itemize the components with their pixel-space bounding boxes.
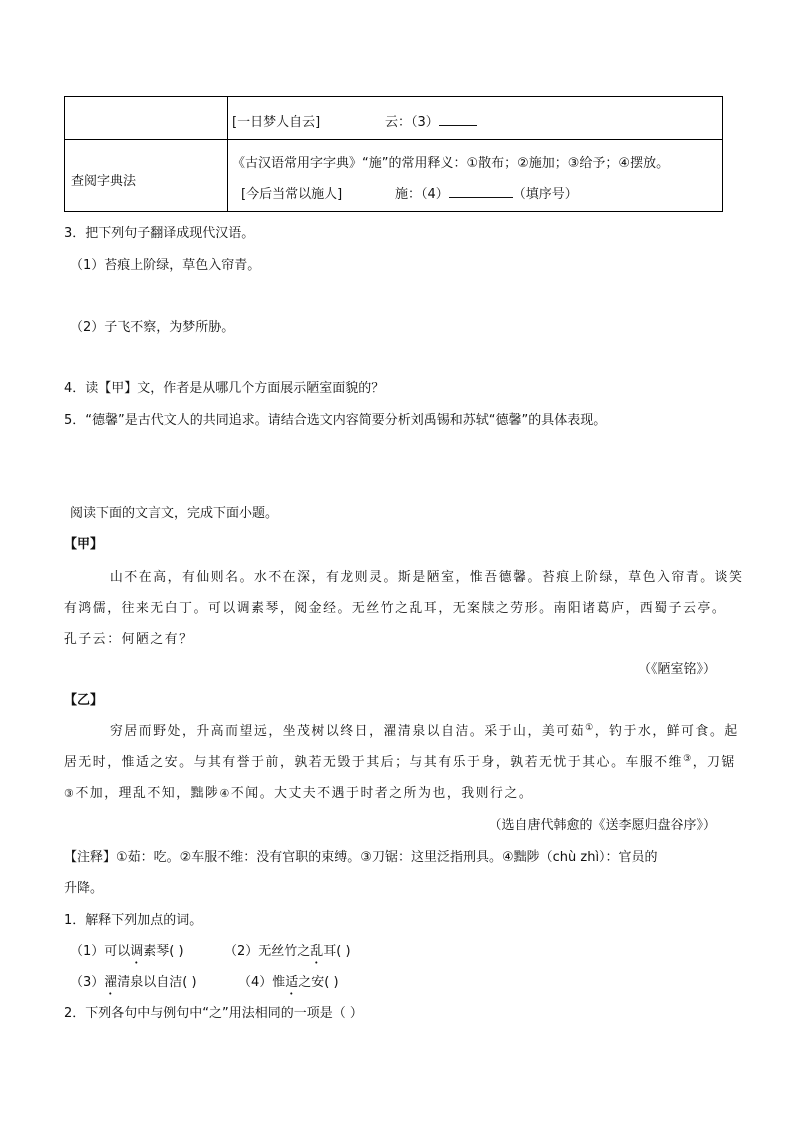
table-dictionary-definition: 《古汉语常用字字典》“施”的常用释义：①散布；②施加；③给予；④摆放。 bbox=[232, 156, 670, 171]
table-cell-method-2: 查阅字典法 bbox=[71, 174, 137, 189]
reading-intro: 阅读下面的文言文，完成下面小题。 bbox=[70, 506, 279, 521]
question-1-item-3: （3）濯清泉以自洁( ) bbox=[70, 975, 197, 990]
question-1: 1．解释下列加点的词。 bbox=[64, 913, 203, 928]
dotted-word: 适 bbox=[285, 975, 299, 990]
passage-yi-line-2: 居无时，惟适之安。与其有誉于前，孰若无毁于其后；与其有乐于身，孰若无忧于其心。车服不维③，刀锯 bbox=[64, 753, 736, 770]
footnote-marker-1: ① bbox=[585, 722, 595, 733]
table-answer-label-4: 施：（4） （填序号） bbox=[395, 187, 578, 202]
table-column-divider bbox=[227, 97, 228, 211]
table-answer-label-3: 云：（3） bbox=[385, 111, 477, 130]
footnote-marker-3a: ③ bbox=[683, 753, 693, 764]
passage-yi-label: 【乙】 bbox=[64, 693, 104, 708]
question-1-item-2: （2）无丝竹之乱耳( ) bbox=[224, 944, 351, 959]
question-2: 2．下列各句中与例句中“之”用法相同的一项是（ ） bbox=[64, 1006, 363, 1021]
passage-jia-label: 【甲】 bbox=[64, 537, 104, 552]
table-example-2: [今后当常以施人] bbox=[241, 187, 343, 202]
annotation-line-1: 【注释】①茹：吃。②车服不维：没有官职的束缚。③刀锯：这里泛指刑具。④黜陟（chù zhì）：官员的 bbox=[64, 850, 658, 865]
question-5: 5．“德馨”是古代文人的共同追求。请结合选文内容简要分析刘禹锡和苏轼“德馨”的具体表现。 bbox=[64, 413, 607, 428]
passage-yi-source: （选自唐代韩愈的《送李愿归盘谷序》） bbox=[488, 818, 716, 833]
question-3-2: （2）子飞不察，为梦所胁。 bbox=[70, 320, 235, 335]
table-row-divider bbox=[65, 139, 722, 140]
answer-blank-3[interactable] bbox=[439, 113, 477, 126]
passage-jia-source: （《陋室铭》） bbox=[637, 662, 716, 677]
question-3-1: （1）苔痕上阶绿，草色入帘青。 bbox=[70, 258, 261, 273]
question-3: 3．把下列句子翻译成现代汉语。 bbox=[64, 226, 255, 241]
dictionary-method-table bbox=[64, 96, 723, 212]
footnote-marker-4: ④ bbox=[219, 787, 231, 800]
answer-blank-4[interactable] bbox=[449, 185, 513, 198]
passage-jia-line-1: 山不在高，有仙则名。水不在深，有龙则灵。斯是陋室，惟吾德馨。苔痕上阶绿，草色入帘青。谈笑 bbox=[110, 570, 744, 585]
passage-jia-line-2: 有鸿儒，往来无白丁。可以调素琴，阅金经。无丝竹之乱耳，无案牍之劳形。南阳诸葛庐，西蜀子云亭。 bbox=[64, 601, 727, 616]
question-1-item-4: （4）惟适之安( ) bbox=[238, 975, 339, 990]
annotation-line-2: 升降。 bbox=[64, 881, 104, 896]
question-1-item-1: （1）可以调素琴( ) bbox=[70, 944, 184, 959]
dotted-word: 乱 bbox=[310, 944, 324, 959]
passage-jia-line-3: 孔子云：何陋之有？ bbox=[64, 632, 194, 647]
passage-yi-line-1: 穷居而野处，升高而望远，坐茂树以终日，濯清泉以自洁。采于山，美可茹①，钓于水，鲜可食。起 bbox=[110, 722, 739, 739]
footnote-marker-3b: ③ bbox=[64, 787, 76, 800]
passage-yi-line-3: ③不加，理乱不知，黜陟④不闻。大丈夫不遇于时者之所为也，我则行之。 bbox=[64, 786, 534, 801]
table-example-1: [一日梦人自云] bbox=[232, 115, 321, 130]
dotted-word: 调 bbox=[130, 944, 144, 959]
dotted-word: 濯 bbox=[104, 975, 118, 990]
question-4: 4．读【甲】文，作者是从哪几个方面展示陋室面貌的？ bbox=[64, 381, 385, 396]
